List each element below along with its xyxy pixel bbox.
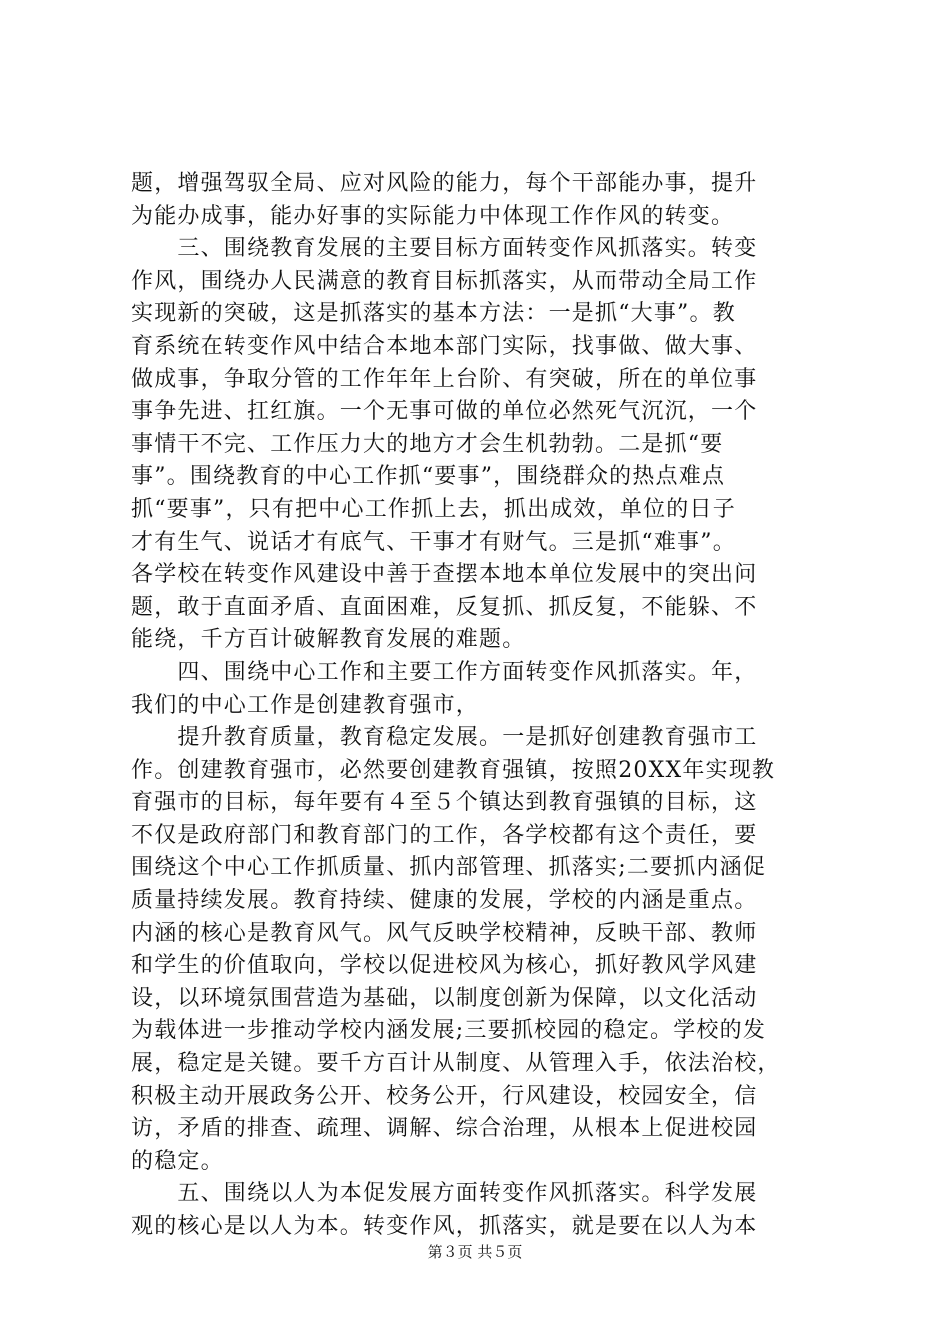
text-line: 四、围绕中心工作和主要工作方面转变作风抓落实。年， — [131, 659, 758, 685]
text-line: 为载体进一步推动学校内涵发展;三要抓校园的稳定。学校的发 — [131, 1018, 767, 1044]
text-line: 抓“要事”，只有把中心工作抓上去，抓出成效，单位的日子 — [131, 496, 736, 522]
text-line: 积极主动开展政务公开、校务公开，行风建设，校园安全，信 — [131, 1083, 758, 1109]
text-line: 育强市的目标，每年要有４至５个镇达到教育强镇的目标，这 — [131, 790, 758, 816]
text-line: 育系统在转变作风中结合本地本部门实际，找事做、做大事、 — [131, 333, 758, 359]
text-line: 设，以环境氛围营造为基础，以制度创新为保障，以文化活动 — [131, 985, 758, 1011]
page-footer: 第３页 共５页 — [427, 1243, 523, 1261]
text-line: 访，矛盾的排查、疏理、调解、综合治理，从根本上促进校园 — [131, 1116, 758, 1142]
text-line: 五、围绕以人为本促发展方面转变作风抓落实。科学发展 — [131, 1181, 758, 1207]
text-line: 题，敢于直面矛盾、直面困难，反复抓、抓反复，不能躲、不 — [131, 594, 758, 620]
text-line: 实现新的突破，这是抓落实的基本方法：一是抓“大事”。教 — [131, 301, 736, 327]
text-line: 题，增强驾驭全局、应对风险的能力，每个干部能办事，提升 — [131, 171, 758, 196]
text-line: 质量持续发展。教育持续、健康的发展，学校的内涵是重点。 — [131, 888, 758, 914]
text-line: 各学校在转变作风建设中善于查摆本地本单位发展中的突出问 — [131, 562, 758, 588]
text-line: 作风，围绕办人民满意的教育目标抓落实，从而带动全局工作 — [131, 268, 758, 294]
text-line: 三、围绕教育发展的主要目标方面转变作风抓落实。转变 — [131, 236, 758, 262]
text-line: 展，稳定是关键。要千方百计从制度、从管理入手，依法治校， — [131, 1051, 781, 1077]
text-line: 我们的中心工作是创建教育强市， — [131, 692, 480, 718]
text-line: 和学生的价值取向，学校以促进校风为核心，抓好教风学风建 — [131, 953, 758, 979]
body-text — [131, 168, 831, 1244]
text-line: 事”。围绕教育的中心工作抓“要事”，围绕群众的热点难点 — [131, 464, 726, 490]
text-line: 观的核心是以人为本。转变作风，抓落实，就是要在以人为本 — [131, 1214, 758, 1239]
text-line: 事情干不完、工作压力大的地方才会生机勃勃。二是抓“要 — [131, 431, 724, 457]
text-line: 内涵的核心是教育风气。风气反映学校精神，反映干部、教师 — [131, 920, 758, 946]
text-line: 才有生气、说话才有底气、干事才有财气。三是抓“难事”。 — [131, 529, 736, 555]
text-line: 为能办成事，能办好事的实际能力中体现工作作风的转变。 — [131, 203, 735, 229]
text-line: 能绕，千方百计破解教育发展的难题。 — [131, 627, 526, 653]
text-line: 围绕这个中心工作抓质量、抓内部管理、抓落实;二要抓内涵促 — [131, 855, 767, 881]
text-line: 的稳定。 — [131, 1148, 224, 1174]
text-line: 事争先进、扛红旗。一个无事可做的单位必然死气沉沉，一个 — [131, 399, 758, 425]
text-line: 提升教育质量，教育稳定发展。一是抓好创建教育强市工 — [131, 725, 758, 751]
text-line: 做成事，争取分管的工作年年上台阶、有突破，所在的单位事 — [131, 366, 758, 392]
text-line: 作。创建教育强市，必然要创建教育强镇，按照20XX年实现教 — [131, 757, 776, 783]
text-line: 不仅是政府部门和教育部门的工作，各学校都有这个责任，要 — [131, 822, 758, 848]
